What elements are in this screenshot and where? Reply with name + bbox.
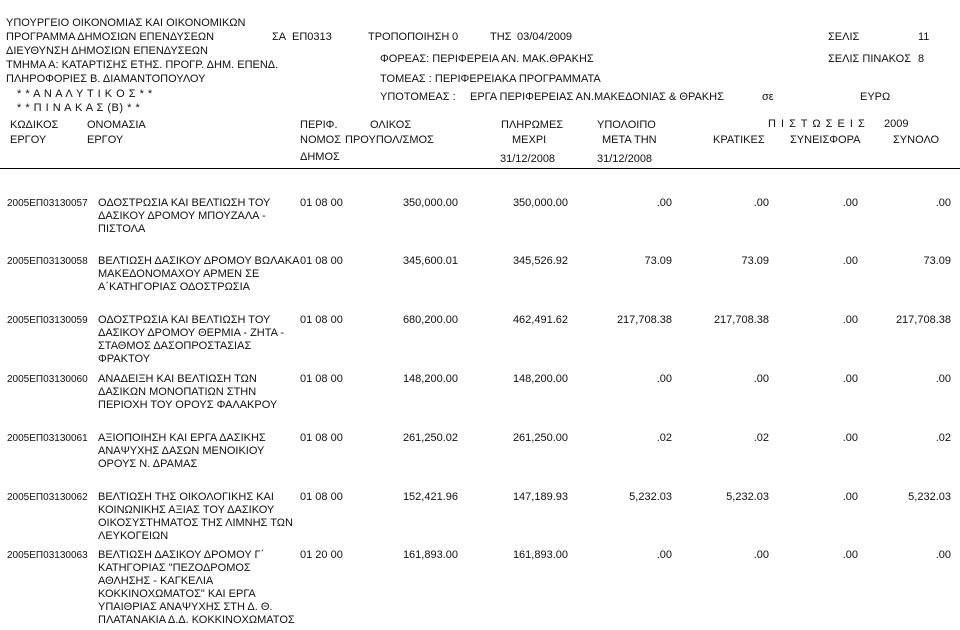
cell-name-line: ΑΝΑΔΕΙΞΗ ΚΑΙ ΒΕΛΤΙΩΣΗ ΤΩΝ bbox=[98, 373, 257, 385]
cell-total: 152,421.96 bbox=[402, 491, 458, 503]
cell-contribution: .00 bbox=[842, 549, 858, 561]
cell-code: 2005ΕΠ03130057 bbox=[7, 198, 88, 209]
cell-name-line: ΚΟΙΝΩΝΙΚΗΣ ΑΞΙΑΣ ΤΟΥ ΔΑΣΙΚΟΥ bbox=[98, 504, 275, 516]
cell-sum: .02 bbox=[935, 432, 951, 444]
col-remaining-header: ΥΠΟΛΟΙΠΟ bbox=[597, 119, 656, 131]
cell-name-line: ΑΞΙΟΠΟΙΗΣΗ ΚΑΙ ΕΡΓΑ ΔΑΣΙΚΗΣ bbox=[98, 432, 266, 444]
sa-label: ΣΑ bbox=[272, 31, 287, 43]
page-label: ΣΕΛΙΣ bbox=[828, 31, 860, 43]
col-total-header-sub: ΠΡΟΥΠΟΛ/ΣΜΟΣ bbox=[345, 134, 434, 146]
col-total-header: ΟΛΙΚΟΣ bbox=[370, 119, 412, 131]
cell-name-line: ΚΟΚΚΙΝΟΧΩΜΑΤΟΣ" ΚΑΙ ΕΡΓΑ bbox=[98, 588, 256, 600]
cell-region: 01 08 00 bbox=[300, 197, 343, 209]
cell-contribution: .00 bbox=[842, 491, 858, 503]
cell-total: 161,893.00 bbox=[402, 549, 458, 561]
cell-name-line: ΟΡΟΥΣ Ν. ΔΡΑΜΑΣ bbox=[98, 458, 198, 470]
sa-code: ΕΠ0313 bbox=[292, 31, 332, 43]
cell-code: 2005ΕΠ03130058 bbox=[7, 256, 88, 267]
cell-remaining: .02 bbox=[656, 432, 672, 444]
cell-name-line: ΒΕΛΤΙΩΣΗ ΤΗΣ ΟΙΚΟΛΟΓΙΚΗΣ ΚΑΙ bbox=[98, 491, 274, 503]
cell-name-line: ΣΤΑΘΜΟΣ ΔΑΣΟΠΡΟΣΤΑΣΙΑΣ bbox=[98, 340, 252, 352]
cell-contribution: .00 bbox=[842, 314, 858, 326]
cell-paid: 161,893.00 bbox=[512, 549, 568, 561]
cell-region: 01 08 00 bbox=[300, 373, 343, 385]
cell-name-line: Α΄ΚΑΤΗΓΟΡΙΑΣ ΟΔΟΣΤΡΩΣΙΑ bbox=[98, 281, 250, 293]
cell-region: 01 08 00 bbox=[300, 491, 343, 503]
subsector-value: ΕΡΓΑ ΠΕΡΙΦΕΡΕΙΑΣ ΑΝ.ΜΑΚΕΔΟΝΙΑΣ & ΘΡΑΚΗΣ bbox=[470, 91, 724, 103]
cell-region: 01 08 00 bbox=[300, 255, 343, 267]
tables-page-number: 8 bbox=[918, 53, 925, 65]
cell-state: 217,708.38 bbox=[713, 314, 769, 326]
cell-remaining: .00 bbox=[656, 549, 672, 561]
cell-contribution: .00 bbox=[842, 432, 858, 444]
directorate-title: ΔΙΕΥΘΥΝΣΗ ΔΗΜΟΣΙΩΝ ΕΠΕΝΔΥΣΕΩΝ bbox=[6, 45, 208, 57]
cell-state: .00 bbox=[753, 373, 769, 385]
col-paid-header-sub: ΜΕΧΡΙ bbox=[512, 134, 547, 146]
program-title: ΠΡΟΓΡΑΜΜΑ ΔΗΜΟΣΙΩΝ ΕΠΕΝΔΥΣΕΩΝ bbox=[6, 31, 215, 43]
col-state-header: ΚΡΑΤΙΚΕΣ bbox=[713, 134, 765, 146]
cell-total: 350,000.00 bbox=[402, 197, 458, 209]
cell-name-line: ΥΠΑΙΘΡΙΑΣ ΑΝΑΨΥΧΗΣ ΣΤΗ Δ. Θ. bbox=[98, 601, 273, 613]
credits-header: Π Ι Σ Τ Ω Σ Ε Ι Σ bbox=[768, 118, 866, 130]
cell-region: 01 08 00 bbox=[300, 314, 343, 326]
cell-name-line: ΜΑΚΕΔΟΝΟΜΑΧΟΥ ΑΡΜΕΝ ΣΕ bbox=[98, 268, 260, 280]
unit-prefix: σε bbox=[762, 91, 774, 103]
cell-state: 5,232.03 bbox=[726, 491, 769, 503]
cell-sum: 217,708.38 bbox=[895, 314, 951, 326]
col-remaining-date: 31/12/2008 bbox=[597, 153, 653, 165]
modification-label: ΤΡΟΠΟΠΟΙΗΣΗ bbox=[368, 31, 450, 43]
cell-code: 2005ΕΠ03130062 bbox=[7, 492, 88, 503]
cell-total: 148,200.00 bbox=[402, 373, 458, 385]
tables-page-label: ΣΕΛΙΣ ΠΙΝΑΚΟΣ bbox=[828, 53, 912, 65]
cell-state: .00 bbox=[753, 197, 769, 209]
cell-total: 680,200.00 bbox=[402, 314, 458, 326]
cell-remaining: .00 bbox=[656, 373, 672, 385]
cell-paid: 261,250.00 bbox=[512, 432, 568, 444]
date-label: ΤΗΣ bbox=[490, 31, 512, 43]
department-title: ΤΜΗΜΑ Α: ΚΑΤΑΡΤΙΣΗΣ ΕΤΗΣ. ΠΡΟΓΡ. ΔΗΜ. ΕΠΕΝΔ. bbox=[6, 59, 279, 71]
cell-code: 2005ΕΠ03130063 bbox=[7, 550, 88, 561]
col-paid-header: ΠΛΗΡΩΜΕΣ bbox=[501, 119, 564, 131]
report-type: * * Α Ν Α Λ Υ Τ Ι Κ Ο Σ * * bbox=[17, 88, 153, 100]
ministry-title: ΥΠΟΥΡΓΕΙΟ ΟΙΚΟΝΟΜΙΑΣ ΚΑΙ ΟΙΚΟΝΟΜΙΚΩΝ bbox=[6, 17, 246, 29]
col-region-header: ΠΕΡΙΦ. bbox=[300, 119, 338, 131]
cell-total: 261,250.02 bbox=[402, 432, 458, 444]
col-prefecture-header: ΝΟΜΟΣ bbox=[300, 134, 342, 146]
cell-name-line: ΔΑΣΙΚΟΥ ΔΡΟΜΟΥ ΜΠΟΥΖΑΛΑ - bbox=[98, 210, 266, 222]
cell-code: 2005ΕΠ03130059 bbox=[7, 315, 88, 326]
cell-paid: 350,000.00 bbox=[512, 197, 568, 209]
date-value: 03/04/2009 bbox=[517, 31, 573, 43]
modification-number: 0 bbox=[452, 31, 459, 43]
col-code-header: ΚΩΔΙΚΟΣ bbox=[10, 119, 59, 131]
cell-state: .00 bbox=[753, 549, 769, 561]
col-paid-date: 31/12/2008 bbox=[500, 153, 556, 165]
cell-remaining: .00 bbox=[656, 197, 672, 209]
cell-paid: 147,189.93 bbox=[512, 491, 568, 503]
cell-remaining: 217,708.38 bbox=[616, 314, 672, 326]
agency-label: ΦΟΡΕΑΣ: ΠΕΡΙΦΕΡΕΙΑ ΑΝ. ΜΑΚ.ΘΡΑΚΗΣ bbox=[380, 53, 594, 65]
cell-name-line: ΛΕΥΚΟΓΕΙΩΝ bbox=[98, 530, 169, 542]
cell-state: .02 bbox=[753, 432, 769, 444]
page-number: 11 bbox=[918, 31, 930, 43]
col-name-header: ΟΝΟΜΑΣΙΑ bbox=[87, 119, 146, 131]
cell-remaining: 73.09 bbox=[644, 255, 672, 267]
unit-currency: ΕΥΡΩ bbox=[860, 91, 891, 103]
cell-code: 2005ΕΠ03130060 bbox=[7, 374, 88, 385]
cell-name-line: ΒΕΛΤΙΩΣΗ ΔΑΣΙΚΟΥ ΔΡΟΜΟΥ ΒΩΛΑΚΑ bbox=[98, 255, 300, 267]
cell-paid: 462,491.62 bbox=[512, 314, 568, 326]
cell-contribution: .00 bbox=[842, 197, 858, 209]
col-name-header-sub: ΕΡΓΟΥ bbox=[87, 134, 124, 146]
cell-region: 01 20 00 bbox=[300, 549, 343, 561]
information-contact: ΠΛΗΡΟΦΟΡΙΕΣ Β. ΔΙΑΜΑΝΤΟΠΟΥΛΟΥ bbox=[6, 73, 206, 85]
cell-sum: .00 bbox=[935, 549, 951, 561]
cell-name-line: ΚΑΤΗΓΟΡΙΑΣ "ΠΕΖΟΔΡΟΜΟΣ bbox=[98, 562, 251, 574]
col-sum-header: ΣΥΝΟΛΟ bbox=[893, 134, 940, 146]
cell-sum: 73.09 bbox=[923, 255, 951, 267]
cell-contribution: .00 bbox=[842, 373, 858, 385]
cell-name-line: ΟΙΚΟΣΥΣΤΗΜΑΤΟΣ ΤΗΣ ΛΙΜΝΗΣ ΤΩΝ bbox=[98, 517, 293, 529]
cell-state: 73.09 bbox=[741, 255, 769, 267]
cell-code: 2005ΕΠ03130061 bbox=[7, 433, 88, 444]
table-type: * * Π Ι Ν Α Κ Α Σ (Β) * * bbox=[17, 102, 141, 114]
cell-name-line: ΑΘΛΗΣΗΣ - ΚΑΓΚΕΛΙΑ bbox=[98, 575, 214, 587]
cell-name-line: ΟΔΟΣΤΡΩΣΙΑ ΚΑΙ ΒΕΛΤΙΩΣΗ ΤΟΥ bbox=[98, 314, 271, 326]
cell-total: 345,600.01 bbox=[402, 255, 458, 267]
cell-name-line: ΑΝΑΨΥΧΗΣ ΔΑΣΩΝ ΜΕΝΟΙΚΙΟΥ bbox=[98, 445, 265, 457]
cell-contribution: .00 bbox=[842, 255, 858, 267]
cell-region: 01 08 00 bbox=[300, 432, 343, 444]
cell-name-line: ΦΡΑΚΤΟΥ bbox=[98, 353, 151, 365]
col-municipality-header: ΔΗΜΟΣ bbox=[300, 151, 340, 163]
cell-name-line: ΔΑΣΙΚΟΥ ΔΡΟΜΟΥ ΘΕΡΜΙΑ - ΖΗΤΑ - bbox=[98, 327, 285, 339]
col-contribution-header: ΣΥΝΕΙΣΦΟΡΑ bbox=[790, 134, 861, 146]
cell-paid: 148,200.00 bbox=[512, 373, 568, 385]
cell-name-line: ΔΑΣΙΚΩΝ ΜΟΝΟΠΑΤΙΩΝ ΣΤΗΝ bbox=[98, 386, 257, 398]
subsector-label: ΥΠΟΤΟΜΕΑΣ : bbox=[380, 91, 456, 103]
cell-name-line: ΒΕΛΤΙΩΣΗ ΔΑΣΙΚΟΥ ΔΡΟΜΟΥ Γ΄ bbox=[98, 549, 265, 561]
header-divider bbox=[0, 168, 960, 169]
cell-sum: .00 bbox=[935, 197, 951, 209]
sector-label: ΤΟΜΕΑΣ : ΠΕΡΙΦΕΡΕΙΑΚΑ ΠΡΟΓΡΑΜΜΑΤΑ bbox=[380, 73, 601, 85]
col-code-header-sub: ΕΡΓΟΥ bbox=[10, 134, 47, 146]
cell-name-line: ΠΛΑΤΑΝΑΚΙΑ Δ.Δ. ΚΟΚΚΙΝΟΧΩΜΑΤΟΣ bbox=[98, 614, 295, 626]
credits-year: 2009 bbox=[884, 118, 909, 130]
cell-remaining: 5,232.03 bbox=[629, 491, 672, 503]
cell-name-line: ΠΙΣΤΟΛΑ bbox=[98, 223, 146, 235]
col-remaining-header-sub: ΜΕΤΑ ΤΗΝ bbox=[602, 134, 657, 146]
cell-sum: 5,232.03 bbox=[908, 491, 951, 503]
cell-sum: .00 bbox=[935, 373, 951, 385]
cell-name-line: ΟΔΟΣΤΡΩΣΙΑ ΚΑΙ ΒΕΛΤΙΩΣΗ ΤΟΥ bbox=[98, 197, 271, 209]
cell-paid: 345,526.92 bbox=[512, 255, 568, 267]
cell-name-line: ΠΕΡΙΟΧΗ ΤΟΥ ΟΡΟΥΣ ΦΑΛΑΚΡΟΥ bbox=[98, 399, 278, 411]
